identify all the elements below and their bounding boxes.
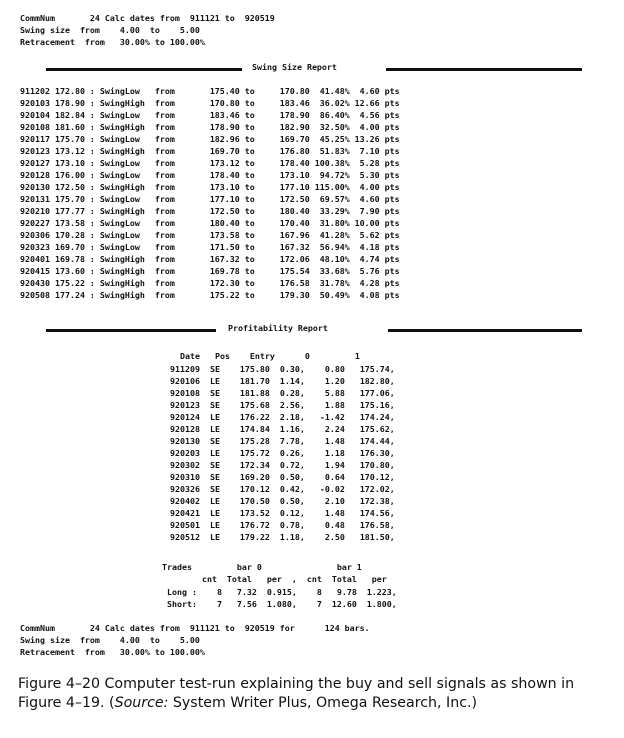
profit-rule-right (388, 329, 582, 332)
swing-row: 920123 173.12 : SwingHigh from 169.70 to 176.80 51.83% 7.10 pts (20, 146, 400, 156)
swing-row: 920104 182.84 : SwingLow from 183.46 to 178.90 86.40% 4.56 pts (20, 110, 400, 120)
profit-row: 920106 LE 181.70 1.14, 1.20 182.80, (170, 376, 395, 386)
swing-row: 920323 169.70 : SwingLow from 171.50 to 167.32 56.94% 4.18 pts (20, 242, 400, 252)
profit-row: 920123 SE 175.68 2.56, 1.88 175.16, (170, 400, 395, 410)
profit-report-title: Profitability Report (228, 323, 328, 333)
caption-source-label: Source: (114, 695, 169, 711)
swing-row: 920127 173.10 : SwingLow from 173.12 to 178.40 100.38% 5.28 pts (20, 158, 400, 168)
swing-row: 920210 177.77 : SwingHigh from 172.50 to 180.40 33.29% 7.90 pts (20, 206, 400, 216)
profit-row: 920326 SE 170.12 0.42, -0.02 172.02, (170, 484, 395, 494)
profit-row: 920302 SE 172.34 0.72, 1.94 170.80, (170, 460, 395, 470)
profit-column-header: Date Pos Entry 0 1 (170, 351, 360, 361)
swing-row: 920401 169.78 : SwingHigh from 167.32 to 172.06 48.10% 4.74 pts (20, 254, 400, 264)
profit-row: 920124 LE 176.22 2.18, -1.42 174.24, (170, 412, 395, 422)
profit-row: 920402 LE 170.50 0.50, 2.10 172.38, (170, 496, 395, 506)
profit-row: 920501 LE 176.72 0.78, 0.48 176.58, (170, 520, 395, 530)
swing-row: 920108 181.60 : SwingHigh from 178.90 to 182.90 32.50% 4.00 pts (20, 122, 400, 132)
swing-rule-right (386, 68, 582, 71)
swing-row: 920508 177.24 : SwingHigh from 175.22 to 179.30 50.49% 4.08 pts (20, 290, 400, 300)
profit-row: 920108 SE 181.88 0.28, 5.88 177.06, (170, 388, 395, 398)
profit-row: 920310 SE 169.20 0.50, 0.64 170.12, (170, 472, 395, 482)
profit-row: 920512 LE 179.22 1.18, 2.50 181.50, (170, 532, 395, 542)
header-line-1: CommNum 24 Calc dates from 911121 to 920519 (20, 13, 275, 23)
swing-row: 920430 175.22 : SwingHigh from 172.30 to 176.58 31.78% 4.28 pts (20, 278, 400, 288)
trades-short-row: Short: 7 7.56 1.080, 7 12.60 1.800, (162, 599, 397, 609)
profit-row: 920421 LE 173.52 0.12, 1.48 174.56, (170, 508, 395, 518)
swing-row: 920128 176.00 : SwingLow from 178.40 to 173.10 94.72% 5.30 pts (20, 170, 400, 180)
caption-source-text: System Writer Plus, Omega Research, Inc.) (168, 695, 478, 711)
swing-row: 920415 173.60 : SwingHigh from 169.78 to 175.54 33.68% 5.76 pts (20, 266, 400, 276)
profit-row: 920130 SE 175.28 7.78, 1.48 174.44, (170, 436, 395, 446)
swing-row: 920130 172.50 : SwingHigh from 173.10 to 177.10 115.00% 4.00 pts (20, 182, 400, 192)
figure-caption (18, 675, 618, 713)
trades-subheader: cnt Total per , cnt Total per (162, 574, 387, 584)
footer-line-3: Retracement from 30.00% to 100.00% (20, 647, 205, 657)
footer-line-2: Swing size from 4.00 to 5.00 (20, 635, 200, 645)
profit-row: 920203 LE 175.72 0.26, 1.18 176.30, (170, 448, 395, 458)
trades-header: Trades bar 0 bar 1 (162, 562, 362, 572)
trades-long-row: Long : 8 7.32 0.915, 8 9.78 1.223, (162, 587, 397, 597)
swing-row: 920227 173.58 : SwingLow from 180.40 to 170.40 31.80% 10.00 pts (20, 218, 400, 228)
profit-rule-left (46, 329, 216, 332)
profit-row: 911209 SE 175.80 0.30, 0.80 175.74, (170, 364, 395, 374)
swing-row: 920117 175.70 : SwingLow from 182.96 to 169.70 45.25% 13.26 pts (20, 134, 400, 144)
footer-line-1: CommNum 24 Calc dates from 911121 to 920519 for 124 bars. (20, 623, 370, 633)
header-line-3: Retracement from 30.00% to 100.00% (20, 37, 205, 47)
profit-row: 920128 LE 174.84 1.16, 2.24 175.62, (170, 424, 395, 434)
swing-report-title: Swing Size Report (252, 62, 337, 72)
caption-text: Figure 4–20 Computer test-run explaining the buy and sell signals as shown in Figure 4–19. ( (18, 676, 575, 711)
swing-row: 920306 170.28 : SwingLow from 173.58 to 167.96 41.28% 5.62 pts (20, 230, 400, 240)
swing-row: 920103 178.90 : SwingHigh from 170.80 to 183.46 36.02% 12.66 pts (20, 98, 400, 108)
swing-rule-left (46, 68, 242, 71)
swing-row: 920131 175.70 : SwingLow from 177.10 to 172.50 69.57% 4.60 pts (20, 194, 400, 204)
swing-row: 911202 172.80 : SwingLow from 175.40 to 170.80 41.48% 4.60 pts (20, 86, 400, 96)
header-line-2: Swing size from 4.00 to 5.00 (20, 25, 200, 35)
